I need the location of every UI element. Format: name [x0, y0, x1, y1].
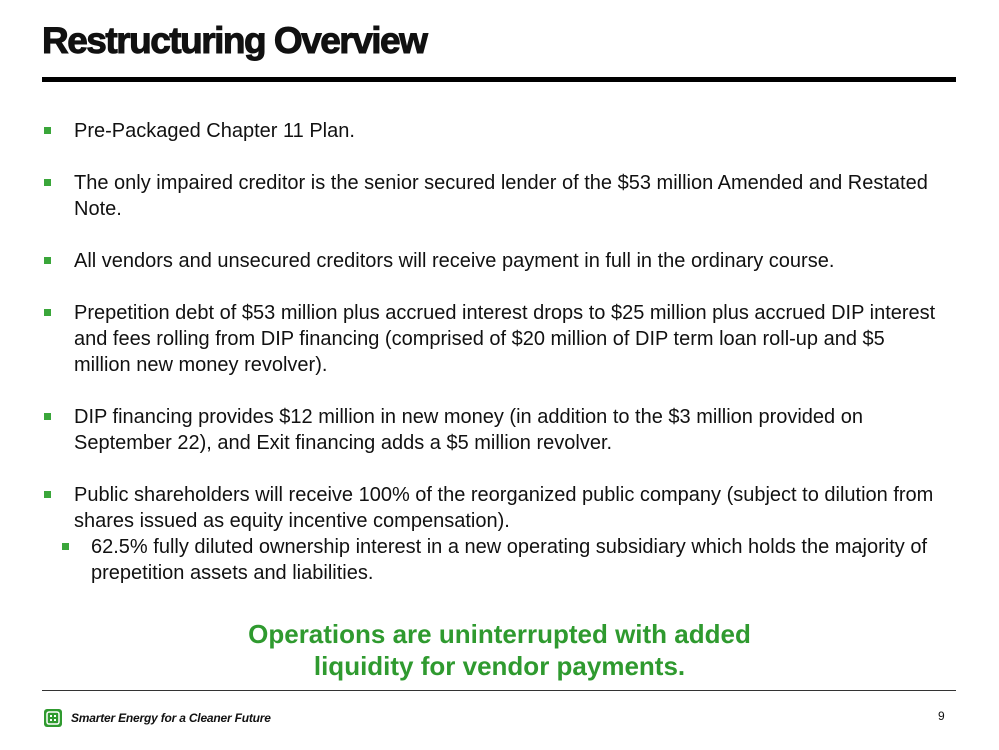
- sub-bullet-item: [42, 534, 942, 586]
- title-divider: [42, 77, 956, 82]
- callout-line: Operations are uninterrupted with added: [248, 619, 751, 649]
- company-logo-icon: [44, 709, 62, 727]
- callout-message: [0, 618, 999, 682]
- bullet-item: [42, 248, 942, 274]
- bullet-square-icon: [44, 179, 51, 186]
- sub-bullet-text: 62.5% fully diluted ownership interest in a new operating subsidiary which holds the majority of prepetition assets and liabilities.: [91, 536, 928, 584]
- bullet-text: All vendors and unsecured creditors will receive payment in full in the ordinary course.: [74, 250, 835, 272]
- bullet-text: Prepetition debt of $53 million plus accrued interest drops to $25 million plus accrued DIP interest and fees rolling from DIP financing (comprised of $20 million of DIP term loan roll-up and $5 million new money revolver).: [74, 302, 936, 376]
- bullet-item: [42, 300, 942, 378]
- bullet-item: [42, 404, 942, 456]
- bullet-item: [42, 170, 942, 222]
- sub-bullet-square-icon: [62, 543, 69, 550]
- bullet-text: Pre-Packaged Chapter 11 Plan.: [74, 120, 355, 142]
- callout-line: liquidity for vendor payments.: [313, 651, 686, 681]
- bullet-text: The only impaired creditor is the senior secured lender of the $53 million Amended and Restated Note.: [74, 172, 928, 220]
- bullet-text: Public shareholders will receive 100% of the reorganized public company (subject to dilution from shares issued as equity incentive compensation).: [74, 484, 934, 532]
- bullet-square-icon: [44, 491, 51, 498]
- bullet-item: [42, 118, 942, 144]
- footer-tagline: Smarter Energy for a Cleaner Future: [71, 711, 271, 725]
- footer-divider: [42, 690, 956, 691]
- bullet-text: DIP financing provides $12 million in new money (in addition to the $3 million provided on September 22), and Exit financing adds a $5 million revolver.: [74, 406, 863, 454]
- page-number: 9: [938, 709, 945, 723]
- bullet-list: [42, 118, 942, 586]
- bullet-square-icon: [44, 413, 51, 420]
- slide-title: Restructuring Overview: [42, 20, 427, 61]
- bullet-item: [42, 482, 942, 586]
- bullet-square-icon: [44, 127, 51, 134]
- bullet-square-icon: [44, 257, 51, 264]
- bullet-square-icon: [44, 309, 51, 316]
